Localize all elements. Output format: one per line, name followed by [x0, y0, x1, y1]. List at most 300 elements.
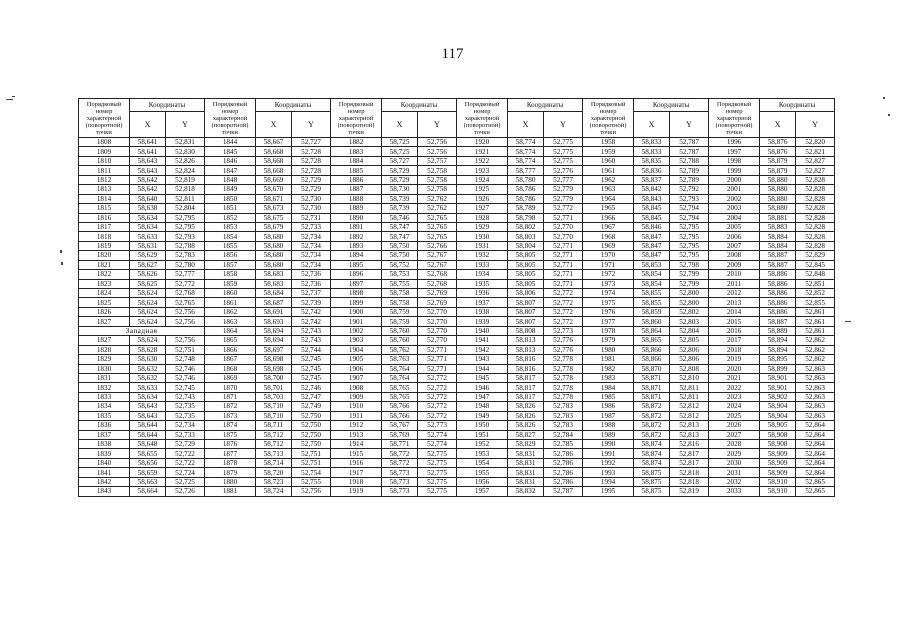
x-cell: 58,669: [256, 175, 292, 184]
y-cell: 52,812: [670, 402, 709, 411]
y-cell: 52,775: [544, 147, 583, 156]
x-cell: 58,866: [634, 345, 670, 354]
table-row: [79, 251, 835, 260]
point-number-cell: 1877: [205, 449, 256, 458]
point-number-cell: 1827: [79, 317, 130, 326]
y-cell: 52,799: [670, 279, 709, 288]
point-number-cell: 1809: [79, 147, 130, 156]
y-cell: 52,778: [544, 364, 583, 373]
y-cell: 52,776: [544, 166, 583, 175]
x-cell: 58,764: [382, 373, 418, 382]
y-cell: 52,774: [418, 430, 457, 439]
x-cell: 58,805: [508, 260, 544, 269]
point-number-cell: 1891: [331, 222, 382, 231]
point-number-cell: 1863: [205, 317, 256, 326]
y-cell: 52,775: [418, 487, 457, 496]
point-number-cell: 1879: [205, 468, 256, 477]
point-number-cell: 1834: [79, 402, 130, 411]
x-cell: 58,679: [256, 222, 292, 231]
x-cell: 58,624: [130, 289, 166, 298]
x-cell: 58,629: [130, 251, 166, 260]
x-cell: 58,886: [760, 270, 796, 279]
x-cell: 58,694: [256, 336, 292, 345]
y-cell: 52,746: [166, 373, 205, 382]
point-number-cell: 2022: [709, 383, 760, 392]
point-number-cell: 1833: [79, 392, 130, 401]
x-cell: 58,817: [508, 383, 544, 392]
y-cell: 52,762: [418, 204, 457, 213]
y-cell: 52,727: [292, 138, 331, 147]
point-number-cell: 1811: [79, 166, 130, 175]
x-cell: 58,664: [130, 487, 166, 496]
table-row: [79, 458, 835, 467]
table-row: [79, 222, 835, 231]
x-cell: 58,831: [508, 477, 544, 486]
point-number-cell: 1832: [79, 383, 130, 392]
y-cell: 52,855: [796, 298, 835, 307]
table-row: [79, 355, 835, 364]
x-cell: 58,765: [382, 392, 418, 401]
coordinates-header: Координаты: [382, 99, 457, 112]
point-number-header: Порядковый номер характерной (поворотной) точки: [79, 99, 130, 138]
table-row: [79, 336, 835, 345]
point-number-cell: 1933: [457, 260, 508, 269]
point-number-cell: 1952: [457, 440, 508, 449]
y-cell: 52,803: [670, 317, 709, 326]
point-number-cell: 1869: [205, 373, 256, 382]
y-header: Y: [166, 112, 205, 138]
table-row: [79, 430, 835, 439]
y-cell: 52,724: [166, 468, 205, 477]
point-number-cell: 2018: [709, 345, 760, 354]
y-cell: 52,754: [292, 468, 331, 477]
x-cell: 58,759: [382, 317, 418, 326]
x-cell: 58,805: [508, 270, 544, 279]
point-number-cell: 1907: [331, 373, 382, 382]
x-cell: 58,886: [760, 289, 796, 298]
point-number-cell: 1854: [205, 232, 256, 241]
x-cell: 58,772: [382, 458, 418, 467]
y-cell: 52,770: [544, 232, 583, 241]
coordinates-header: Координаты: [130, 99, 205, 112]
point-number-cell: 1958: [583, 138, 634, 147]
point-number-cell: 1844: [205, 138, 256, 147]
point-number-cell: 1975: [583, 298, 634, 307]
point-number-cell: 1888: [331, 194, 382, 203]
y-cell: 52,771: [418, 345, 457, 354]
y-cell: 52,750: [292, 440, 331, 449]
point-number-cell: 1889: [331, 204, 382, 213]
x-cell: 58,847: [634, 241, 670, 250]
y-cell: 52,776: [544, 345, 583, 354]
y-cell: 52,795: [670, 251, 709, 260]
table-header: [79, 99, 835, 138]
y-cell: 52,779: [544, 194, 583, 203]
x-cell: 58,663: [130, 477, 166, 486]
table-row: [79, 477, 835, 486]
y-cell: 52,772: [544, 298, 583, 307]
x-cell: 58,827: [508, 430, 544, 439]
y-cell: 52,785: [544, 440, 583, 449]
x-cell: 58,746: [382, 213, 418, 222]
x-cell: 58,833: [634, 138, 670, 147]
point-number-cell: 1871: [205, 392, 256, 401]
point-number-cell: 1977: [583, 317, 634, 326]
point-number-cell: 1987: [583, 411, 634, 420]
x-cell: 58,701: [256, 383, 292, 392]
x-cell: 58,835: [634, 156, 670, 165]
x-cell: 58,632: [130, 364, 166, 373]
x-cell: 58,703: [256, 392, 292, 401]
y-cell: 52,808: [670, 364, 709, 373]
x-cell: 58,624: [130, 317, 166, 326]
y-cell: 52,749: [292, 402, 331, 411]
point-number-cell: 1855: [205, 241, 256, 250]
scan-mark: [61, 262, 63, 265]
x-cell: 58,880: [760, 175, 796, 184]
y-cell: 52,778: [544, 383, 583, 392]
x-cell: 58,876: [760, 147, 796, 156]
point-number-cell: 1815: [79, 204, 130, 213]
point-number-cell: 1867: [205, 355, 256, 364]
x-cell: 58,624: [130, 307, 166, 316]
y-cell: 52,758: [418, 175, 457, 184]
y-cell: 52,784: [544, 430, 583, 439]
x-cell: 58,680: [256, 241, 292, 250]
x-cell: 58,713: [256, 449, 292, 458]
point-number-cell: 1995: [583, 487, 634, 496]
point-number-cell: 1924: [457, 175, 508, 184]
coordinates-header: Координаты: [256, 99, 331, 112]
point-number-cell: 2000: [709, 175, 760, 184]
point-number-cell: 1884: [331, 156, 382, 165]
y-cell: 52,773: [418, 421, 457, 430]
point-number-cell: 1910: [331, 402, 382, 411]
y-cell: 52,756: [418, 138, 457, 147]
x-cell: 58,624: [130, 298, 166, 307]
point-number-cell: 1941: [457, 336, 508, 345]
point-number-header: Порядковый номер характерной (поворотной) точки: [709, 99, 760, 138]
point-number-cell: 1925: [457, 185, 508, 194]
x-cell: 58,723: [256, 477, 292, 486]
y-cell: 52,806: [670, 355, 709, 364]
x-cell: 58,628: [130, 345, 166, 354]
point-number-cell: 1860: [205, 289, 256, 298]
coordinates-header: Координаты: [508, 99, 583, 112]
y-cell: 52,745: [292, 364, 331, 373]
point-number-cell: 1896: [331, 270, 382, 279]
x-cell: 58,638: [130, 204, 166, 213]
table-row: [79, 298, 835, 307]
x-cell: 58,724: [256, 487, 292, 496]
x-cell: 58,712: [256, 440, 292, 449]
point-number-cell: 1816: [79, 213, 130, 222]
y-cell: 52,863: [796, 402, 835, 411]
x-cell: 58,833: [634, 147, 670, 156]
y-cell: 52,775: [418, 477, 457, 486]
x-cell: 58,774: [508, 138, 544, 147]
y-cell: 52,770: [418, 336, 457, 345]
point-number-cell: 1838: [79, 440, 130, 449]
y-cell: 52,765: [418, 222, 457, 231]
point-number-cell: 1856: [205, 251, 256, 260]
y-cell: 52,776: [544, 336, 583, 345]
x-cell: 58,693: [256, 317, 292, 326]
y-cell: 52,863: [796, 411, 835, 420]
table-row: [79, 307, 835, 316]
y-cell: 52,777: [166, 270, 205, 279]
point-number-cell: 1825: [79, 298, 130, 307]
x-cell: 58,879: [760, 166, 796, 175]
y-cell: 52,795: [166, 222, 205, 231]
x-cell: 58,909: [760, 449, 796, 458]
x-cell: 58,668: [256, 166, 292, 175]
y-cell: 52,746: [166, 364, 205, 373]
x-cell: 58,680: [256, 232, 292, 241]
point-number-cell: 1878: [205, 458, 256, 467]
point-number-cell: 1853: [205, 222, 256, 231]
y-cell: 52,861: [796, 326, 835, 335]
point-number-cell: 2017: [709, 336, 760, 345]
point-number-cell: 1909: [331, 392, 382, 401]
y-cell: 52,828: [796, 222, 835, 231]
x-cell: 58,910: [760, 477, 796, 486]
x-cell: 58,656: [130, 458, 166, 467]
point-number-cell: 1881: [205, 487, 256, 496]
point-number-cell: 1823: [79, 279, 130, 288]
point-number-cell: 2005: [709, 222, 760, 231]
point-number-cell: 1868: [205, 364, 256, 373]
y-cell: 52,733: [166, 430, 205, 439]
point-number-cell: 1887: [331, 185, 382, 194]
y-cell: 52,726: [166, 487, 205, 496]
y-cell: 52,730: [292, 194, 331, 203]
x-cell: 58,729: [382, 166, 418, 175]
x-cell: 58,739: [382, 194, 418, 203]
point-number-cell: 1980: [583, 345, 634, 354]
y-cell: 52,772: [418, 373, 457, 382]
y-cell: 52,745: [292, 373, 331, 382]
point-number-cell: 1935: [457, 279, 508, 288]
point-number-cell: 1978: [583, 326, 634, 335]
y-cell: 52,745: [292, 355, 331, 364]
x-cell: 58,845: [634, 213, 670, 222]
y-cell: 52,765: [418, 232, 457, 241]
point-number-cell: 1886: [331, 175, 382, 184]
y-cell: 52,778: [544, 392, 583, 401]
y-cell: 52,751: [166, 345, 205, 354]
y-cell: 52,818: [670, 468, 709, 477]
x-cell: 58,772: [382, 449, 418, 458]
x-cell: 58,904: [760, 411, 796, 420]
point-number-cell: 1812: [79, 175, 130, 184]
y-cell: 52,864: [796, 430, 835, 439]
x-cell: 58,631: [130, 241, 166, 250]
y-header: Y: [292, 112, 331, 138]
x-cell: 58,758: [382, 298, 418, 307]
y-cell: 52,755: [292, 477, 331, 486]
point-number-cell: 1959: [583, 147, 634, 156]
y-cell: 52,828: [796, 241, 835, 250]
point-number-cell: 1824: [79, 289, 130, 298]
x-header: X: [634, 112, 670, 138]
point-number-cell: 2033: [709, 487, 760, 496]
point-number-cell: 1948: [457, 402, 508, 411]
y-cell: 52,729: [166, 440, 205, 449]
scan-mark: [60, 250, 62, 253]
x-cell: 58,884: [760, 232, 796, 241]
table-row: [79, 260, 835, 269]
x-cell: 58,902: [760, 392, 796, 401]
point-number-cell: 2003: [709, 204, 760, 213]
point-number-cell: 2015: [709, 317, 760, 326]
y-cell: 52,774: [418, 440, 457, 449]
point-number-cell: 1928: [457, 213, 508, 222]
y-cell: 52,768: [418, 279, 457, 288]
point-number-cell: 1822: [79, 270, 130, 279]
x-cell: 58,831: [508, 468, 544, 477]
y-cell: 52,771: [544, 270, 583, 279]
point-number-cell: 1820: [79, 251, 130, 260]
x-cell: 58,883: [760, 222, 796, 231]
table-row: [79, 421, 835, 430]
x-cell: 58,643: [130, 411, 166, 420]
x-cell: 58,832: [508, 487, 544, 496]
table-row: [79, 175, 835, 184]
y-cell: 52,746: [292, 383, 331, 392]
x-cell: 58,675: [256, 213, 292, 222]
point-number-cell: 1920: [457, 138, 508, 147]
y-cell: 52,794: [670, 204, 709, 213]
point-number-cell: 2007: [709, 241, 760, 250]
table-row: [79, 487, 835, 496]
point-number-cell: 1963: [583, 185, 634, 194]
point-number-cell: 1846: [205, 156, 256, 165]
point-number-cell: 2008: [709, 251, 760, 260]
point-number-header: Порядковый номер характерной (поворотной) точки: [583, 99, 634, 138]
table-row: [79, 440, 835, 449]
point-number-cell: 1938: [457, 307, 508, 316]
y-cell: 52,772: [166, 279, 205, 288]
point-number-cell: 1895: [331, 260, 382, 269]
point-number-cell: 1905: [331, 355, 382, 364]
x-cell: 58,630: [130, 355, 166, 364]
x-cell: 58,725: [382, 138, 418, 147]
x-cell: 58,671: [256, 194, 292, 203]
y-cell: 52,831: [166, 138, 205, 147]
y-cell: 52,729: [292, 185, 331, 194]
y-cell: 52,750: [292, 421, 331, 430]
x-cell: 58,895: [760, 355, 796, 364]
point-number-cell: 1831: [79, 373, 130, 382]
x-cell: 58,816: [508, 364, 544, 373]
point-number-cell: 1951: [457, 430, 508, 439]
y-cell: 52,865: [796, 477, 835, 486]
x-cell: 58,881: [760, 213, 796, 222]
x-cell: 58,886: [760, 279, 796, 288]
y-cell: 52,756: [292, 487, 331, 496]
x-cell: 58,643: [130, 156, 166, 165]
point-number-cell: 2025: [709, 411, 760, 420]
y-cell: 52,771: [544, 251, 583, 260]
point-number-cell: 1864: [205, 326, 256, 335]
table-row: [79, 392, 835, 401]
y-cell: 52,818: [166, 185, 205, 194]
x-cell: 58,874: [634, 440, 670, 449]
point-number-cell: 2011: [709, 279, 760, 288]
point-number-cell: 1836: [79, 421, 130, 430]
point-number-cell: 2013: [709, 298, 760, 307]
x-cell: 58,807: [508, 307, 544, 316]
x-cell: 58,816: [508, 355, 544, 364]
y-cell: 52,787: [544, 487, 583, 496]
x-cell: 58,727: [382, 156, 418, 165]
x-cell: 58,853: [634, 260, 670, 269]
point-number-cell: 1872: [205, 402, 256, 411]
y-cell: 52,757: [418, 156, 457, 165]
y-header: Y: [544, 112, 583, 138]
x-cell: 58,901: [760, 373, 796, 382]
point-number-cell: 1876: [205, 440, 256, 449]
point-number-cell: 1882: [331, 138, 382, 147]
point-number-cell: 1942: [457, 345, 508, 354]
point-number-cell: 1992: [583, 458, 634, 467]
y-cell: 52,725: [166, 477, 205, 486]
y-cell: 52,758: [418, 185, 457, 194]
x-cell: 58,680: [256, 260, 292, 269]
point-number-cell: 1890: [331, 213, 382, 222]
scan-mark: [6, 99, 13, 100]
x-cell: 58,767: [382, 421, 418, 430]
x-cell: 58,887: [760, 317, 796, 326]
x-cell: 58,847: [634, 251, 670, 260]
point-number-cell: 1849: [205, 185, 256, 194]
y-cell: 52,811: [670, 383, 709, 392]
x-cell: 58,826: [508, 411, 544, 420]
point-number-cell: 1945: [457, 373, 508, 382]
y-cell: 52,811: [166, 194, 205, 203]
y-cell: 52,828: [796, 204, 835, 213]
x-cell: 58,659: [130, 468, 166, 477]
x-cell: 58,710: [256, 402, 292, 411]
point-number-cell: 1892: [331, 232, 382, 241]
y-cell: 52,863: [796, 364, 835, 373]
x-header: X: [130, 112, 166, 138]
x-cell: 58,643: [130, 166, 166, 175]
y-cell: 52,771: [418, 355, 457, 364]
point-number-cell: 1989: [583, 430, 634, 439]
x-cell: 58,842: [634, 185, 670, 194]
x-cell: 58,831: [508, 458, 544, 467]
x-cell: 58,886: [760, 298, 796, 307]
table-row: [79, 383, 835, 392]
x-cell: 58,872: [634, 421, 670, 430]
scan-mark: [845, 321, 851, 322]
point-number-cell: 1999: [709, 166, 760, 175]
x-cell: 58,720: [256, 468, 292, 477]
y-cell: 52,864: [796, 458, 835, 467]
point-number-cell: 1976: [583, 307, 634, 316]
point-number-cell: 1873: [205, 411, 256, 420]
y-cell: 52,828: [796, 194, 835, 203]
point-number-cell: 1814: [79, 194, 130, 203]
point-number-cell: 1899: [331, 298, 382, 307]
x-cell: 58,712: [256, 430, 292, 439]
point-number-cell: 1883: [331, 147, 382, 156]
y-cell: 52,736: [292, 270, 331, 279]
x-cell: 58,714: [256, 458, 292, 467]
y-cell: 52,778: [544, 373, 583, 382]
